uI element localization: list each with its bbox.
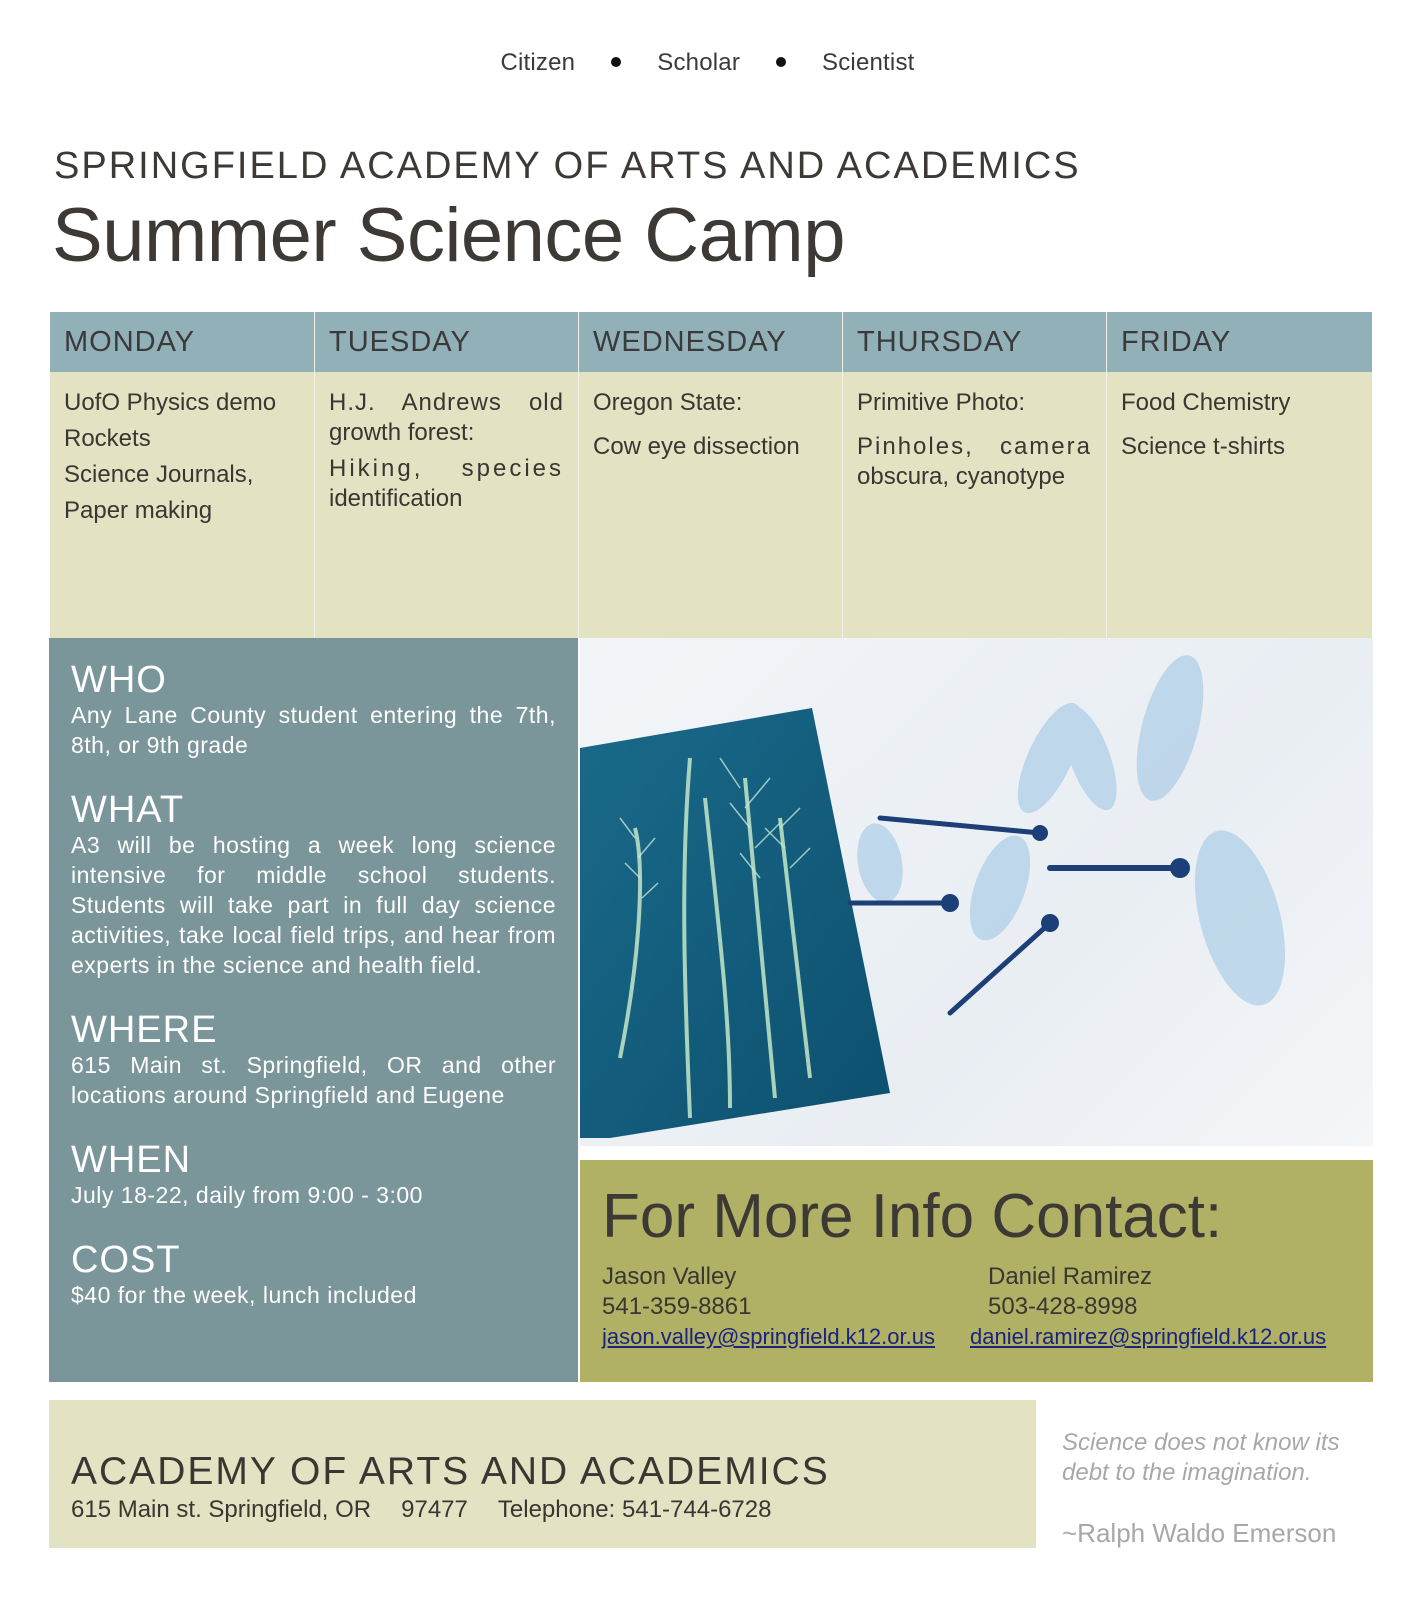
contact-name: Daniel Ramirez <box>988 1263 1153 1290</box>
tagline-scientist: Scientist <box>822 48 915 76</box>
day-header: FRIDAY <box>1107 312 1372 372</box>
footer <box>49 1400 1036 1548</box>
activity: Hiking, species <box>329 455 564 482</box>
contact-phone: 541-359-8861 <box>602 1293 752 1320</box>
contact-heading: For More Info Contact: <box>602 1182 1223 1251</box>
day-header: TUESDAY <box>315 312 578 372</box>
activity: obscura, cyanotype <box>857 463 1066 490</box>
section-text: 615 Main st. Springfield, OR and other locations around Springfield and Eugene <box>71 1052 556 1108</box>
tagline-citizen: Citizen <box>500 48 576 76</box>
footer-address <box>71 1496 1036 1524</box>
bullet-icon <box>611 57 621 67</box>
contact-email-link[interactable]: jason.valley@springfield.k12.or.us <box>602 1324 935 1349</box>
day-activities <box>579 372 842 638</box>
section-text: Any Lane County student entering the 7th, 8th, or 9th grade <box>71 702 556 758</box>
activity: Oregon State: <box>593 389 743 416</box>
activity: Food Chemistry <box>1121 389 1291 416</box>
activity: Science t-shirts <box>1121 433 1286 460</box>
schedule-monday <box>50 312 314 638</box>
footer-street: 615 Main st. Springfield, OR <box>71 1496 372 1523</box>
page-title: Summer Science Camp <box>52 193 845 278</box>
section-heading: WHEN <box>71 1139 192 1181</box>
day-header: WEDNESDAY <box>579 312 842 372</box>
section-text: July 18-22, daily from 9:00 - 3:00 <box>71 1182 423 1208</box>
section-heading: WHAT <box>71 789 185 831</box>
section-heading: WHERE <box>71 1009 218 1051</box>
tagline <box>0 48 1415 77</box>
tagline-scholar: Scholar <box>657 48 741 76</box>
footer-org-name: ACADEMY OF ARTS AND ACADEMICS <box>71 1450 830 1493</box>
day-activities <box>843 372 1106 638</box>
school-name: SPRINGFIELD ACADEMY OF ARTS AND ACADEMICS <box>54 145 1081 187</box>
day-activities <box>1107 372 1372 638</box>
dragonflies <box>850 648 1302 1015</box>
cyanotype-illustration <box>580 638 1373 1146</box>
day-header: THURSDAY <box>843 312 1106 372</box>
day-activities <box>50 372 314 638</box>
activity: H.J. Andrews old <box>329 389 564 416</box>
who-section <box>71 660 556 760</box>
activity: identification <box>329 485 463 512</box>
cost-section <box>71 1240 556 1310</box>
what-section <box>71 790 556 980</box>
footer-zip: 97477 <box>401 1496 468 1523</box>
contact-person-jason <box>602 1262 935 1352</box>
contact-email-link[interactable]: daniel.ramirez@springfield.k12.or.us <box>970 1324 1327 1349</box>
camp-details-panel <box>49 638 578 1382</box>
cyanotype-dragonfly-photo <box>580 638 1373 1146</box>
weekly-schedule <box>50 312 1372 638</box>
section-heading: WHO <box>71 659 167 701</box>
schedule-thursday <box>842 312 1106 638</box>
day-activities <box>315 372 578 638</box>
day-header: MONDAY <box>50 312 314 372</box>
contact-panel <box>580 1160 1373 1382</box>
activity: Rockets <box>64 425 151 452</box>
contact-phone: 503-428-8998 <box>988 1293 1138 1320</box>
quote-author: ~Ralph Waldo Emerson <box>1062 1518 1337 1548</box>
contact-name: Jason Valley <box>602 1263 737 1290</box>
activity: Science Journals, <box>64 461 254 488</box>
when-section <box>71 1140 556 1210</box>
section-text: A3 will be hosting a week long science intensive for middle school students. Students will take part in full day science activities, take local field trips, and hear from experts in the science and health field. <box>71 832 556 978</box>
schedule-friday <box>1106 312 1372 638</box>
activity: Pinholes, camera <box>857 433 1092 460</box>
contact-person-daniel <box>970 1262 1326 1352</box>
where-section <box>71 1010 556 1110</box>
section-text: $40 for the week, lunch included <box>71 1282 417 1308</box>
schedule-tuesday <box>314 312 578 638</box>
activity: UofO Physics demo <box>64 389 277 416</box>
schedule-wednesday <box>578 312 842 638</box>
cyanotype-print <box>580 708 890 1138</box>
activity: growth forest: <box>329 419 475 446</box>
activity: Cow eye dissection <box>593 433 800 460</box>
footer-telephone: Telephone: 541-744-6728 <box>497 1496 772 1523</box>
quote-text: Science does not know its debt to the imagination. <box>1062 1429 1340 1486</box>
activity: Paper making <box>64 497 213 524</box>
section-heading: COST <box>71 1239 181 1281</box>
activity: Primitive Photo: <box>857 389 1026 416</box>
bullet-icon <box>776 57 786 67</box>
